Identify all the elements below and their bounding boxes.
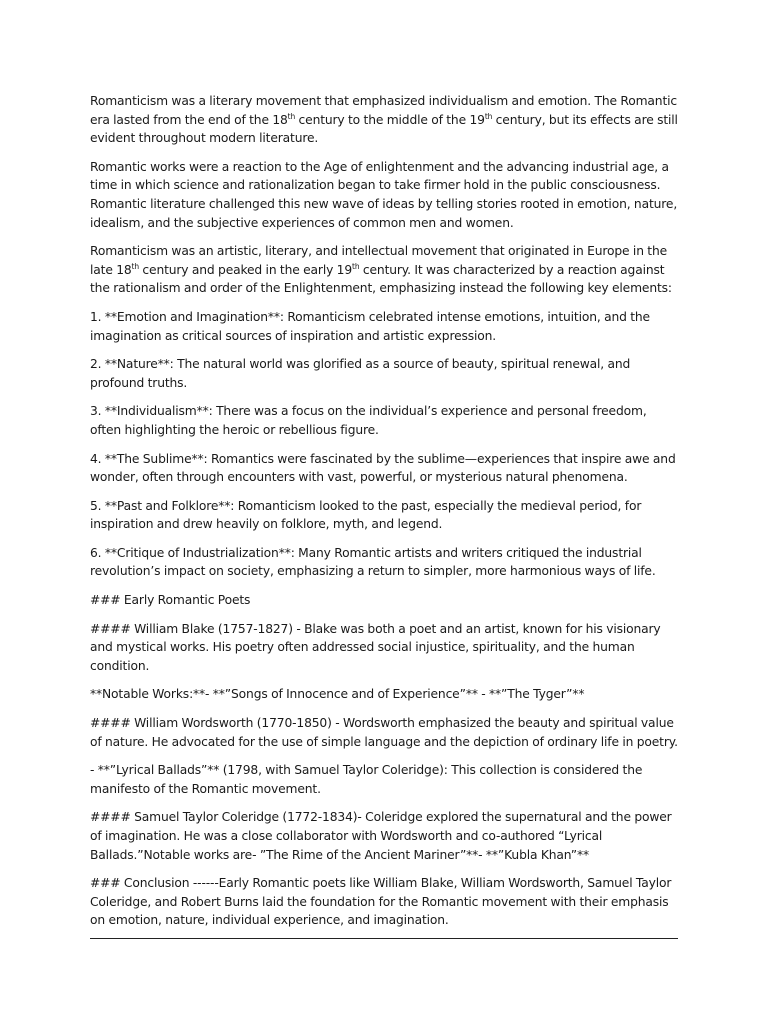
bottom-rule [90, 938, 678, 939]
ordinal-superscript: th [287, 111, 296, 121]
paragraph [90, 355, 680, 392]
text-run: century to the middle of the 19 [295, 112, 485, 127]
paragraph [90, 544, 680, 581]
text-run: Romantic works were a reaction to the Age of enlightenment and the advancing industrial age, a time in which science and rationalization began to take firmer hold in the public consciousness. Romantic literature challenged this new wave of ideas by telling stories rooted in emotion, nature, idealism, and the subjective experiences of common men and women. [90, 159, 678, 230]
paragraph [90, 242, 680, 298]
text-run: Romanticism was a literary movement that emphasized individualism and emotion. The Romantic era lasted from the end of the 18 [90, 94, 677, 127]
text-run: #### Samuel Taylor Coleridge (1772-1834)- Coleridge explored the supernatural and the power of imagination. He was a close collaborator with Wordsworth and co-authored “Lyrical Ballads.”Notable works are- ”The Rime of the Ancient Mariner”**- **”Kubla Khan”** [90, 810, 672, 862]
paragraph [90, 308, 680, 345]
paragraph [90, 761, 680, 798]
ordinal-superscript: th [484, 111, 493, 121]
text-run: Romanticism was an artistic, literary, and intellectual movement that originated in Europe in the late 18 [90, 244, 668, 277]
paragraph [90, 92, 680, 148]
paragraph [90, 591, 680, 610]
paragraph [90, 714, 680, 751]
text-run: 4. **The Sublime**: Romantics were fascinated by the sublime—experiences that inspire awe and wonder, often through encounters with vast, powerful, or mysterious natural phenomena. [90, 451, 676, 485]
text-run: 3. **Individualism**: There was a focus on the individual’s experience and personal freedom, often highlighting the heroic or rebellious figure. [90, 404, 647, 437]
text-run: #### William Wordsworth (1770-1850) - Wordsworth emphasized the beauty and spiritual value of nature. He advocated for the use of simple language and the depiction of ordinary life in poetry. [90, 716, 678, 749]
text-run: century and peaked in the early 19 [138, 262, 353, 277]
text-run: - **”Lyrical Ballads”** (1798, with Samuel Taylor Coleridge): This collection is considered the manifesto of the Romantic movement. [90, 763, 643, 796]
text-run: ### Conclusion ------Early Romantic poets like William Blake, William Wordsworth, Samuel Taylor Coleridge, and Robert Burns laid the foundation for the Romantic movement with their emphasis on emotion, nature, individual experience, and imagination. [90, 876, 672, 928]
text-run: 6. **Critique of Industrialization**: Many Romantic artists and writers critiqued the industrial revolution’s impact on society, emphasizing a return to simpler, more harmonious ways of life. [90, 545, 656, 579]
ordinal-superscript: th [352, 261, 360, 271]
paragraph [90, 808, 680, 864]
paragraph [90, 685, 680, 704]
paragraph [90, 874, 680, 930]
text-run: 2. **Nature**: The natural world was glorified as a source of beauty, spiritual renewal, and profound truths. [90, 357, 631, 390]
text-run: century. It was characterized by a reaction against the rationalism and order of the Enlightenment, emphasizing instead the following key elements: [90, 262, 672, 296]
document-page [90, 92, 680, 939]
text-run: **Notable Works:**- **”Songs of Innocence and of Experience”** - **”The Tyger”** [90, 687, 585, 702]
paragraph [90, 620, 680, 676]
paragraph [90, 402, 680, 439]
text-run: #### William Blake (1757-1827) - Blake was both a poet and an artist, known for his visionary and mystical works. His poetry often addressed social injustice, spirituality, and the human condition. [90, 621, 661, 673]
paragraph [90, 450, 680, 487]
paragraph [90, 158, 680, 232]
text-run: century, but its effects are still evident throughout modern literature. [90, 112, 678, 146]
text-run: ### Early Romantic Poets [90, 593, 251, 608]
ordinal-superscript: th [131, 261, 139, 271]
paragraph [90, 497, 680, 534]
text-run: 1. **Emotion and Imagination**: Romanticism celebrated intense emotions, intuition, and the imagination as critical sources of inspiration and artistic expression. [90, 309, 650, 343]
text-run: 5. **Past and Folklore**: Romanticism looked to the past, especially the medieval period, for inspiration and drew heavily on folklore, myth, and legend. [90, 498, 642, 532]
document-body [90, 92, 680, 930]
